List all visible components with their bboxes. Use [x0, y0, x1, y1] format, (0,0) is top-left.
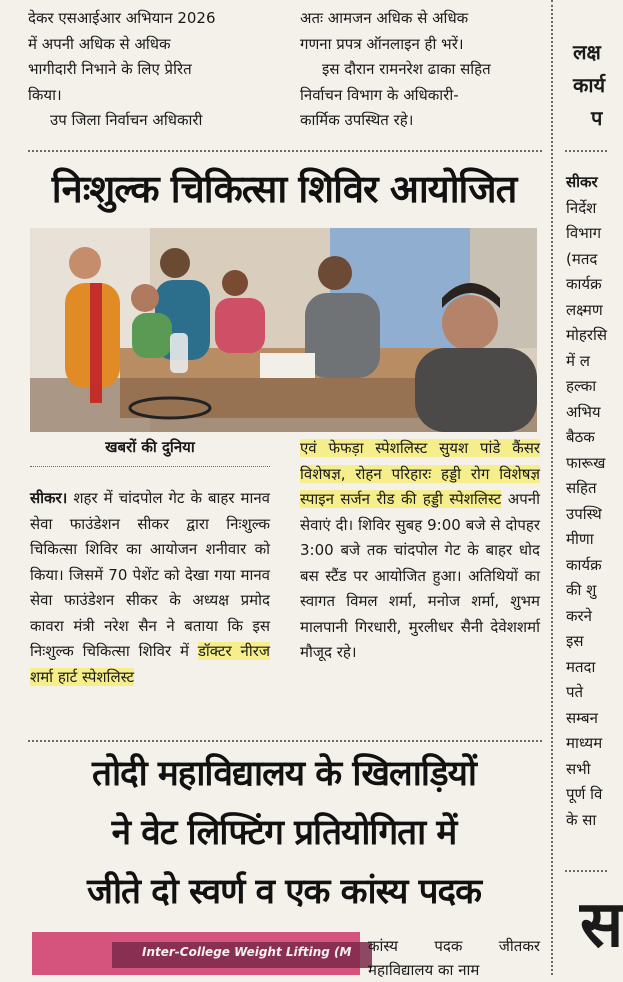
story2-column	[368, 934, 540, 982]
top-mid-line-2: गणना प्रपत्र ऑनलाइन ही भरें।	[300, 34, 464, 53]
right-text-column	[566, 170, 607, 833]
column-rule-right	[551, 0, 553, 975]
right-line-20: पते	[566, 683, 584, 701]
dateline: सीकर।	[30, 489, 68, 507]
right-line-8: हल्का	[566, 377, 597, 395]
story1-column-2	[300, 436, 540, 666]
story1-col2-text: अपनी सेवाएं दी। शिविर सुबह 9:00 बजे से दोपहर 3:00 बजे तक चांदपोल गेट के बाहर धोद बस स्टैंड पर आयोजित हुआ। अतिथियों का स्वागत विमल शर्मा, मनोज शर्मा, शुभम मालपानी गिरधारी, मुरलीधर सैनी देवेशशर्मा मौजूद रहे।	[300, 490, 540, 661]
story1-headline: निःशुल्क चिकित्सा शिविर आयोजित	[51, 167, 517, 211]
right-line-3: (मतद	[566, 249, 598, 268]
divider-top	[28, 150, 542, 152]
story2-headline-line-2: ने वेट लिफ्टिंग प्रतियोगिता में	[111, 813, 457, 853]
divider-middle	[28, 740, 542, 742]
right-line-23: सभी	[566, 759, 591, 778]
right-line-10: बैठक	[566, 428, 595, 446]
right-line-2: विभाग	[566, 224, 602, 242]
story1-column-1	[30, 486, 270, 690]
right-line-9: अभिय	[566, 402, 601, 421]
top-left-line-4: किया।	[28, 85, 62, 104]
right-line-25: के सा	[566, 810, 597, 829]
right-line-22: माध्यम	[566, 734, 603, 752]
caption-underline	[30, 466, 270, 467]
top-left-line-1: देकर एसआईआर अभियान 2026	[28, 9, 216, 27]
story2-headline-line-1: तोदी महाविद्यालय के खिलाड़ियों	[92, 754, 476, 794]
right-line-14: मीणा	[566, 530, 594, 548]
right-line-1: निर्देश	[566, 198, 597, 217]
right-line-7: में ल	[566, 351, 590, 370]
right-line-24: पूर्ण वि	[566, 785, 603, 803]
right-headline-line-2: कार्य	[573, 73, 606, 97]
right-line-11: फारूख	[566, 453, 606, 472]
right-divider	[565, 150, 607, 152]
top-mid-line-3: इस दौरान रामनरेश ढाका सहित	[322, 60, 491, 78]
highlight-specialists: एवं फेफड़ा स्पेशलिस्ट सुयश पांडे कैंसर विशेषज्ञ, रोहन परिहारः हड्डी रोग विशेषज्ञ स्पाइन सर्जन रीड की हड्डी स्पेशलिस्ट	[300, 439, 540, 508]
story2-headline-line-3: जीते दो स्वर्ण व एक कांस्य पदक	[86, 872, 482, 912]
right-line-13: उपस्थि	[566, 504, 602, 523]
top-left-column	[28, 6, 270, 134]
camp-photo	[30, 228, 537, 432]
right-line-16: की शु	[566, 581, 597, 599]
story1-col2-paragraph	[300, 436, 540, 666]
right-divider-bottom	[565, 870, 607, 872]
top-mid-line-5: कार्मिक उपस्थित रहे।	[300, 111, 414, 129]
right-line-6: मोहरसि	[566, 326, 607, 344]
right-line-12: सहित	[566, 479, 597, 497]
top-left-line-3: भागीदारी निभाने के लिए प्रेरित	[28, 60, 192, 78]
photo-caption: खबरों की दुनिया	[105, 438, 195, 456]
right-line-21: सम्बन	[566, 708, 598, 727]
story2-col-text: कांस्य पदक जीतकर महाविद्यालय का नाम	[368, 937, 540, 979]
right-dateline: सीकर	[566, 173, 598, 191]
top-middle-column	[300, 6, 540, 134]
right-bottom-glyph: स	[580, 888, 623, 962]
right-headline	[573, 36, 607, 135]
top-mid-line-4: निर्वाचन विभाग के अधिकारी-	[300, 85, 459, 104]
story1-col1-paragraph	[30, 486, 270, 690]
highlight-doctor-neeraj: डॉक्टर नीरज शर्मा हार्ट स्पेशलिस्ट	[30, 642, 270, 686]
right-line-19: मतदा	[566, 657, 596, 676]
right-line-15: कार्यक्र	[566, 555, 602, 574]
top-left-line-5: उप जिला निर्वाचन अधिकारी	[50, 111, 203, 129]
camp-photo-illustration	[30, 228, 537, 432]
right-line-18: इस	[566, 632, 584, 650]
right-headline-line-1: लक्ष	[573, 40, 601, 64]
right-line-5: लक्ष्मण	[566, 300, 603, 319]
right-line-17: करने	[566, 606, 592, 625]
top-mid-line-1: अतः आमजन अधिक से अधिक	[300, 9, 469, 27]
right-headline-line-3: प	[591, 106, 603, 130]
banner-text: Inter-College Weight Lifting (M	[142, 945, 352, 959]
top-left-line-2: में अपनी अधिक से अधिक	[28, 34, 171, 53]
story1-col1-text: शहर में चांदपोल गेट के बाहर मानव सेवा फाउंडेशन सीकर द्वारा निःशुल्क चिकित्सा शिविर का आयोजन शनीवार को किया। जिसमें 70 पेशेंट को देखा गया मानव सेवा फाउंडेशन सीकर के अध्यक्ष प्रमोद कावरा मंत्री नरेश सैन ने बताया कि इस निःशुल्क चिकित्सा शिविर में	[30, 489, 270, 660]
right-line-4: कार्यक्र	[566, 275, 602, 293]
story2-headline	[20, 745, 548, 922]
weightlifting-photo	[32, 932, 360, 975]
